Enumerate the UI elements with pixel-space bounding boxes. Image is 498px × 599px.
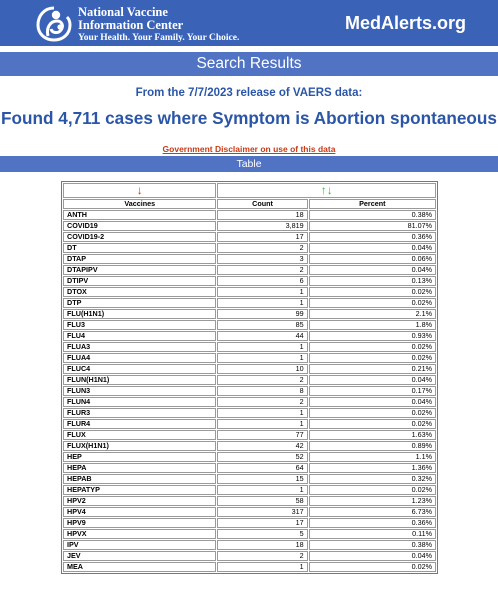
count-cell: 1 [217, 562, 307, 572]
count-cell: 3 [217, 254, 307, 264]
sort-arrows-row [63, 183, 436, 198]
org-tagline: Your Health. Your Family. Your Choice. [78, 33, 240, 43]
red-down-arrow-icon[interactable]: ↓ [136, 183, 143, 197]
percent-cell: 0.02% [309, 353, 436, 363]
count-cell: 18 [217, 540, 307, 550]
count-cell: 317 [217, 507, 307, 517]
percent-cell: 0.89% [309, 441, 436, 451]
percent-cell: 0.36% [309, 232, 436, 242]
count-cell: 3,819 [217, 221, 307, 231]
column-header-percent[interactable]: Percent [309, 199, 436, 209]
count-cell: 1 [217, 298, 307, 308]
percent-cell: 6.73% [309, 507, 436, 517]
count-cell: 2 [217, 375, 307, 385]
percent-cell: 0.36% [309, 518, 436, 528]
count-cell: 99 [217, 309, 307, 319]
search-results-title-bar: Search Results [0, 52, 498, 76]
count-cell: 1 [217, 408, 307, 418]
table-row [63, 419, 436, 429]
table-header-row [63, 199, 436, 209]
table-row [63, 540, 436, 550]
vaccine-cell: HEP [63, 452, 216, 462]
percent-cell: 0.17% [309, 386, 436, 396]
vaccine-cell: COVID19 [63, 221, 216, 231]
vaccine-cell: FLUA4 [63, 353, 216, 363]
vaccine-cell: FLUN4 [63, 397, 216, 407]
percent-cell: 1.63% [309, 430, 436, 440]
count-cell: 5 [217, 529, 307, 539]
count-cell: 44 [217, 331, 307, 341]
count-cell: 58 [217, 496, 307, 506]
count-cell: 17 [217, 232, 307, 242]
count-cell: 8 [217, 386, 307, 396]
results-table [61, 181, 438, 574]
table-row [63, 375, 436, 385]
vaccine-cell: FLUN(H1N1) [63, 375, 216, 385]
table-row [63, 463, 436, 473]
table-row [63, 232, 436, 242]
table-row [63, 298, 436, 308]
table-row [63, 562, 436, 572]
table-row [63, 287, 436, 297]
found-cases-heading: Found 4,711 cases where Symptom is Abortion spontaneous [0, 108, 497, 128]
table-row [63, 529, 436, 539]
table-row [63, 353, 436, 363]
percent-cell: 1.23% [309, 496, 436, 506]
count-cell: 10 [217, 364, 307, 374]
percent-cell: 0.02% [309, 408, 436, 418]
table-row [63, 386, 436, 396]
percent-cell: 0.04% [309, 243, 436, 253]
percent-cell: 0.02% [309, 562, 436, 572]
table-row [63, 408, 436, 418]
percent-cell: 0.04% [309, 265, 436, 275]
count-cell: 1 [217, 342, 307, 352]
medalerts-brand-link[interactable]: MedAlerts.org [344, 13, 466, 33]
count-cell: 52 [217, 452, 307, 462]
vaccines-sort-cell [63, 183, 216, 198]
count-cell: 1 [217, 419, 307, 429]
count-cell: 2 [217, 243, 307, 253]
table-row [63, 320, 436, 330]
column-header-count[interactable]: Count [217, 199, 307, 209]
percent-cell: 0.38% [309, 540, 436, 550]
table-row [63, 331, 436, 341]
vaccine-cell: IPV [63, 540, 216, 550]
count-cell: 1 [217, 287, 307, 297]
table-row [63, 254, 436, 264]
government-disclaimer-link[interactable]: Government Disclaimer on use of this data [162, 144, 336, 154]
percent-cell: 0.04% [309, 551, 436, 561]
site-header [0, 0, 498, 46]
vaccine-cell: FLUC4 [63, 364, 216, 374]
percent-cell: 1.36% [309, 463, 436, 473]
table-row [63, 342, 436, 352]
count-cell: 77 [217, 430, 307, 440]
vaccine-cell: FLUA3 [63, 342, 216, 352]
vaccine-cell: DT [63, 243, 216, 253]
vaccine-cell: FLUX [63, 430, 216, 440]
vaccine-cell: FLU3 [63, 320, 216, 330]
vaccine-cell: FLU(H1N1) [63, 309, 216, 319]
table-row [63, 518, 436, 528]
table-row [63, 221, 436, 231]
count-cell: 2 [217, 397, 307, 407]
table-row [63, 397, 436, 407]
table-row [63, 485, 436, 495]
percent-cell: 81.07% [309, 221, 436, 231]
count-cell: 6 [217, 276, 307, 286]
percent-cell: 0.02% [309, 342, 436, 352]
percent-cell: 0.02% [309, 419, 436, 429]
percent-cell: 0.06% [309, 254, 436, 264]
percent-cell: 0.04% [309, 397, 436, 407]
percent-cell: 0.04% [309, 375, 436, 385]
count-cell: 17 [217, 518, 307, 528]
vaccine-cell: HEPAB [63, 474, 216, 484]
table-row [63, 551, 436, 561]
table-title-bar: Table [0, 156, 498, 172]
vaccine-cell: DTAPIPV [63, 265, 216, 275]
percent-cell: 0.13% [309, 276, 436, 286]
release-text: From the 7/7/2023 release of VAERS data: [135, 87, 363, 99]
vaccine-cell: COVID19-2 [63, 232, 216, 242]
percent-cell: 0.02% [309, 298, 436, 308]
column-header-vaccines[interactable]: Vaccines [63, 199, 216, 209]
table-row [63, 265, 436, 275]
percent-cell: 0.02% [309, 287, 436, 297]
table-row [63, 496, 436, 506]
vaccine-cell: FLUR4 [63, 419, 216, 429]
percent-cell: 0.21% [309, 364, 436, 374]
count-cell: 42 [217, 441, 307, 451]
vaccine-cell: MEA [63, 562, 216, 572]
green-up-down-arrows-icon[interactable]: ↑↓ [320, 183, 333, 197]
percent-cell: 0.11% [309, 529, 436, 539]
table-row [63, 364, 436, 374]
table-row [63, 309, 436, 319]
percent-cell: 0.02% [309, 485, 436, 495]
vaccine-cell: DTOX [63, 287, 216, 297]
count-cell: 1 [217, 485, 307, 495]
vaccine-cell: FLU4 [63, 331, 216, 341]
vaccine-cell: HPV4 [63, 507, 216, 517]
org-name[interactable] [78, 6, 239, 44]
percent-cell: 1.1% [309, 452, 436, 462]
count-cell: 64 [217, 463, 307, 473]
vaccine-cell: FLUR3 [63, 408, 216, 418]
vaccine-cell: DTIPV [63, 276, 216, 286]
percent-cell: 0.32% [309, 474, 436, 484]
table-row [63, 243, 436, 253]
vaccine-cell: HPV9 [63, 518, 216, 528]
disclaimer-container [0, 139, 498, 157]
percent-cell: 0.38% [309, 210, 436, 220]
vaccine-cell: HPVX [63, 529, 216, 539]
vaccine-cell: DTAP [63, 254, 216, 264]
mother-child-logo-icon[interactable] [36, 6, 72, 42]
vaccine-cell: ANTH [63, 210, 216, 220]
vaccine-cell: DTP [63, 298, 216, 308]
table-row [63, 452, 436, 462]
percent-cell: 1.8% [309, 320, 436, 330]
vaccine-cell: FLUX(H1N1) [63, 441, 216, 451]
table-row [63, 430, 436, 440]
percent-cell: 2.1% [309, 309, 436, 319]
count-cell: 85 [217, 320, 307, 330]
vaccine-cell: JEV [63, 551, 216, 561]
vaccine-cell: FLUN3 [63, 386, 216, 396]
count-cell: 1 [217, 353, 307, 363]
count-cell: 2 [217, 265, 307, 275]
vaccine-cell: HEPATYP [63, 485, 216, 495]
percent-cell: 0.93% [309, 331, 436, 341]
vaccine-cell: HEPA [63, 463, 216, 473]
vaccine-cell: HPV2 [63, 496, 216, 506]
table-body [63, 210, 436, 572]
table-row [63, 210, 436, 220]
count-cell: 2 [217, 551, 307, 561]
table-row [63, 474, 436, 484]
table-row [63, 507, 436, 517]
table-row [63, 276, 436, 286]
count-cell: 15 [217, 474, 307, 484]
table-row [63, 441, 436, 451]
org-name-line2: Information Center [78, 18, 184, 32]
count-cell: 18 [217, 210, 307, 220]
count-sort-cell [217, 183, 436, 198]
org-name-line1: National Vaccine [78, 5, 168, 19]
